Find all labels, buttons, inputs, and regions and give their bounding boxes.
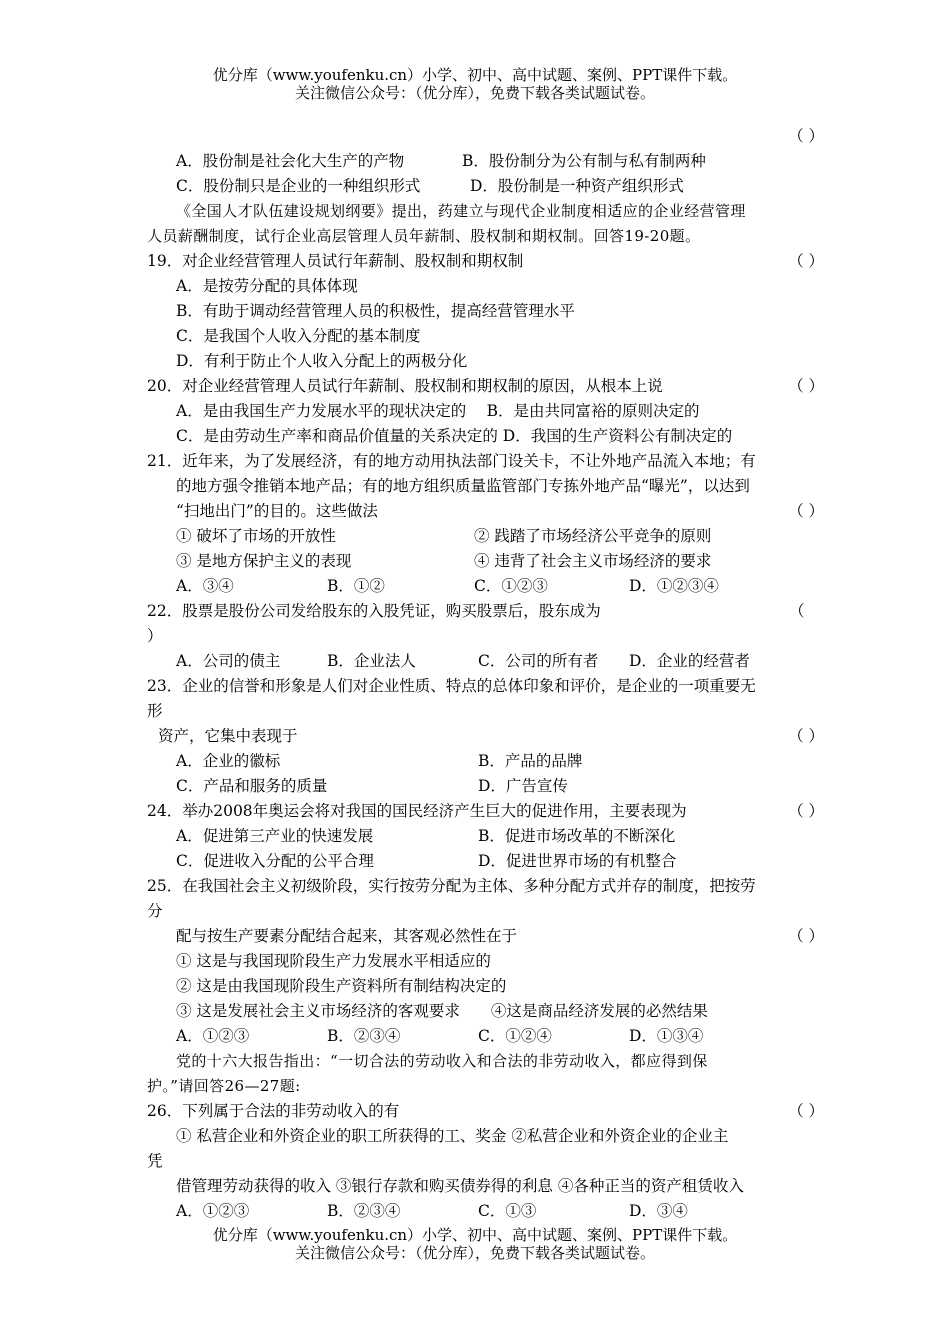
q23-option-b: B．产品的品牌 bbox=[478, 752, 583, 770]
q26-option-d: D．③④ bbox=[629, 1202, 688, 1220]
q19-option-c: C．是我国个人收入分配的基本制度 bbox=[176, 327, 421, 345]
footer-line-1: 优分库（www.youfenku.cn）小学、初中、高中试题、案例、PPT课件下载。 bbox=[212, 1226, 738, 1244]
q25-option-d: D．①③④ bbox=[629, 1027, 704, 1045]
q24-option-b: B．促进市场改革的不断深化 bbox=[478, 827, 676, 845]
footer-line-2: 关注微信公众号：（优分库），免费下载各类试题试卷。 bbox=[294, 1244, 655, 1262]
q18-option-b: B．股份制分为公有制与私有制两种 bbox=[462, 152, 706, 170]
intro-26-27-line-1: 党的十六大报告指出：“一切合法的劳动收入和合法的非劳动收入，都应得到保 bbox=[176, 1052, 708, 1070]
q18-option-c: C．股份制只是企业的一种组织形式 bbox=[176, 177, 421, 195]
q19-option-d: D．有利于防止个人收入分配上的两极分化 bbox=[176, 352, 468, 370]
answer-paren: （ ） bbox=[788, 727, 824, 745]
q21-option-d: D．①②③④ bbox=[629, 577, 719, 595]
q25-line-2: 分 bbox=[147, 902, 163, 920]
q24-stem: 24．举办2008年奥运会将对我国的国民经济产生巨大的促进作用，主要表现为 bbox=[147, 802, 687, 820]
q26-line-1: ① 私营企业和外资企业的职工所获得的工、奖金 ②私营企业和外资企业的企业主 bbox=[176, 1127, 729, 1145]
q20-options-ab: A．是由我国生产力发展水平的现状决定的 B．是由共同富裕的原则决定的 bbox=[176, 402, 700, 420]
answer-paren: （ ） bbox=[788, 802, 824, 820]
q24-option-d: D．促进世界市场的有机整合 bbox=[478, 852, 677, 870]
answer-paren: （ ） bbox=[788, 127, 824, 145]
q25-statement-1: ① 这是与我国现阶段生产力发展水平相适应的 bbox=[176, 952, 491, 970]
q21-option-a: A．③④ bbox=[176, 577, 234, 595]
intro-19-20-line-1: 《全国人才队伍建设规划纲要》提出，药建立与现代企业制度相适应的企业经营管理 bbox=[176, 202, 746, 220]
answer-paren: （ ） bbox=[788, 927, 824, 945]
q22-paren-open: （ bbox=[789, 602, 805, 620]
q22-option-a: A．公司的债主 bbox=[176, 652, 281, 670]
q18-option-d: D．股份制是一种资产组织形式 bbox=[470, 177, 684, 195]
intro-19-20-line-2: 人员薪酬制度，试行企业高层管理人员年薪制、股权制和期权制。回答19-20题。 bbox=[147, 227, 701, 245]
q18-option-a: A．股份制是社会化大生产的产物 bbox=[176, 152, 405, 170]
q21-option-b: B．①② bbox=[327, 577, 385, 595]
q22-stem: 22．股票是股份公司发给股东的入股凭证，购买股票后，股东成为 bbox=[147, 602, 601, 620]
q25-statement-3-4: ③ 这是发展社会主义市场经济的客观要求 ④这是商品经济发展的必然结果 bbox=[176, 1002, 708, 1020]
page-header bbox=[0, 66, 950, 102]
page-footer bbox=[0, 1226, 950, 1262]
q23-line-1: 23．企业的信誉和形象是人们对企业性质、特点的总体印象和评价，是企业的一项重要无 bbox=[147, 677, 756, 695]
q21-statement-3: ③ 是地方保护主义的表现 bbox=[176, 552, 352, 570]
q25-option-c: C．①②④ bbox=[478, 1027, 552, 1045]
q25-option-a: A．①②③ bbox=[176, 1027, 250, 1045]
intro-26-27-line-2: 护。”请回答26—27题: bbox=[147, 1077, 301, 1095]
q21-statement-1: ① 破坏了市场的开放性 bbox=[176, 527, 336, 545]
q23-line-3: 资产，它集中表现于 bbox=[158, 727, 298, 745]
q22-paren-close: ） bbox=[147, 627, 163, 645]
q23-option-c: C．产品和服务的质量 bbox=[176, 777, 328, 795]
answer-paren: （ ） bbox=[788, 377, 824, 395]
q20-stem: 20．对企业经营管理人员试行年薪制、股权制和期权制的原因，从根本上说 bbox=[147, 377, 663, 395]
q21-line-2: 的地方强令推销本地产品；有的地方组织质量监管部门专拣外地产品“曝光”，以达到 bbox=[176, 477, 750, 495]
q25-line-3: 配与按生产要素分配结合起来，其客观必然性在于 bbox=[176, 927, 518, 945]
q26-stem: 26．下列属于合法的非劳动收入的有 bbox=[147, 1102, 400, 1120]
q23-line-2: 形 bbox=[147, 702, 163, 720]
q26-option-c: C．①③ bbox=[478, 1202, 537, 1220]
q26-option-b: B．②③④ bbox=[327, 1202, 401, 1220]
q19-option-b: B．有助于调动经营管理人员的积极性，提高经营管理水平 bbox=[176, 302, 575, 320]
q26-line-2: 凭 bbox=[147, 1152, 163, 1170]
q19-stem: 19．对企业经营管理人员试行年薪制、股权制和期权制 bbox=[147, 252, 524, 270]
q26-line-3: 借管理劳动获得的收入 ③银行存款和购买债券得的利息 ④各种正当的资产租赁收入 bbox=[176, 1177, 744, 1195]
q22-option-b: B．企业法人 bbox=[327, 652, 416, 670]
q24-option-c: C．促进收入分配的公平合理 bbox=[176, 852, 374, 870]
q25-statement-2: ② 这是由我国现阶段生产资料所有制结构决定的 bbox=[176, 977, 507, 995]
answer-paren: （ ） bbox=[788, 502, 824, 520]
q21-statement-4: ④ 违背了社会主义市场经济的要求 bbox=[474, 552, 712, 570]
q20-options-cd: C．是由劳动生产率和商品价值量的关系决定的 D．我国的生产资料公有制决定的 bbox=[176, 427, 733, 445]
answer-paren: （ ） bbox=[788, 1102, 824, 1120]
q22-option-c: C．公司的所有者 bbox=[478, 652, 599, 670]
q23-option-d: D．广告宣传 bbox=[478, 777, 568, 795]
q25-line-1: 25．在我国社会主义初级阶段，实行按劳分配为主体、多种分配方式并存的制度，把按劳 bbox=[147, 877, 756, 895]
q21-statement-2: ② 践踏了市场经济公平竞争的原则 bbox=[474, 527, 712, 545]
answer-paren: （ ） bbox=[788, 252, 824, 270]
q21-line-1: 21．近年来，为了发展经济，有的地方动用执法部门设关卡，不让外地产品流入本地；有 bbox=[147, 452, 756, 470]
q21-line-3: “扫地出门”的目的。这些做法 bbox=[176, 502, 378, 520]
q19-option-a: A．是按劳分配的具体体现 bbox=[176, 277, 358, 295]
q21-option-c: C．①②③ bbox=[474, 577, 548, 595]
q22-option-d: D．企业的经营者 bbox=[629, 652, 750, 670]
q25-option-b: B．②③④ bbox=[327, 1027, 401, 1045]
header-line-1: 优分库（www.youfenku.cn）小学、初中、高中试题、案例、PPT课件下载。 bbox=[212, 66, 738, 84]
header-line-2: 关注微信公众号：（优分库），免费下载各类试题试卷。 bbox=[294, 84, 655, 102]
q26-option-a: A．①②③ bbox=[176, 1202, 250, 1220]
q23-option-a: A．企业的徽标 bbox=[176, 752, 281, 770]
q24-option-a: A．促进第三产业的快速发展 bbox=[176, 827, 374, 845]
